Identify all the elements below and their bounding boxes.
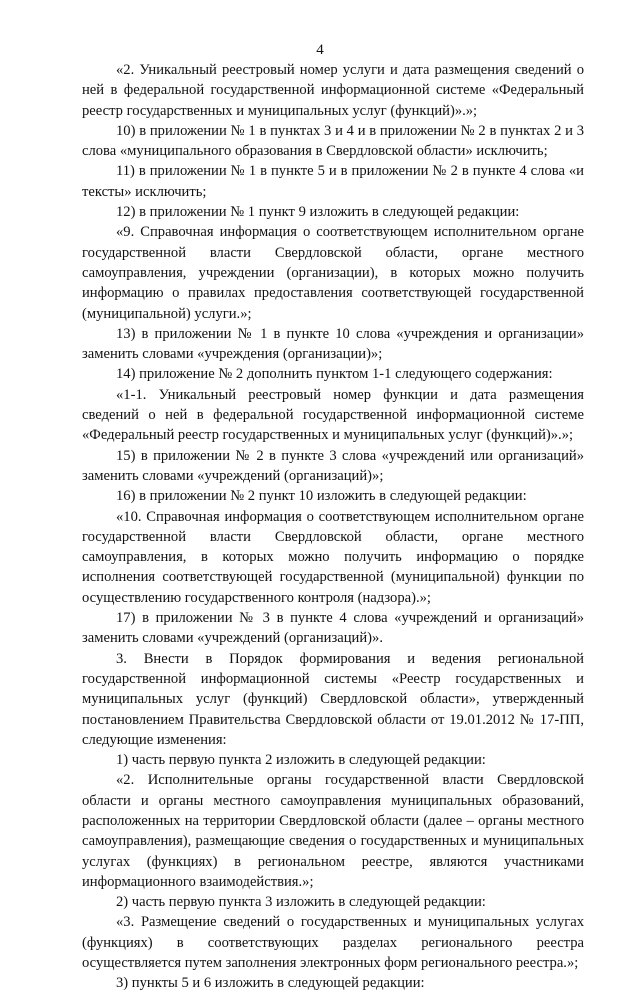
paragraph: «9. Справочная информация о соответствующем исполнительном органе государственной власти Свердловской области, органе местного самоуправления, учреждении (организации), в которых можно получить информацию о правилах предоставления соответствующей государственной (муниципальной) услуги.»; xyxy=(82,224,584,322)
paragraph: 14) приложение № 2 дополнить пунктом 1-1 следующего содержания: xyxy=(116,366,553,383)
paragraph: 12) в приложении № 1 пункт 9 изложить в следующей редакции: xyxy=(116,204,520,221)
paragraph: 3. Внести в Порядок формирования и ведения региональной государственной информационной системы «Реестр государственных и муниципальных услуг (функций) Свердловской области», утвержденный постановлением Правительства Свердловской области от 19.01.2012 № 17-ПП, следующие изменения: xyxy=(82,650,584,748)
paragraph: 16) в приложении № 2 пункт 10 изложить в следующей редакции: xyxy=(116,488,527,505)
page-number: 4 xyxy=(316,42,324,58)
paragraph: «1-1. Уникальный реестровый номер функции и дата размещения сведений о ней в федеральной государственной информационной системе «Федеральный реестр государственных и муниципальных услуг (функций)».»; xyxy=(82,386,584,444)
paragraph: 3) пункты 5 и 6 изложить в следующей редакции: xyxy=(116,975,425,992)
paragraph: «2. Уникальный реестровый номер услуги и дата размещения сведений о ней в федеральной государственной информационной системе «Федеральный реестр государственных и муниципальных услуг (функций)».»; xyxy=(82,62,584,119)
paragraph: 17) в приложении № 3 в пункте 4 слова «учреждений и организаций» заменить словами «учреждений (организаций)». xyxy=(82,610,584,647)
paragraph: 2) часть первую пункта 3 изложить в следующей редакции: xyxy=(116,894,486,911)
paragraph: «2. Исполнительные органы государственной власти Свердловской области и органы местного самоуправления муниципальных образований, расположенных на территории Свердловской области (далее – органы местного самоуправления), размещающие сведения о государственных и муниципальных услугах (функциях) в региональном реестре, являются участниками информационного взаимодействия.»; xyxy=(82,772,584,890)
paragraph: 11) в приложении № 1 в пункте 5 и в приложении № 2 в пункте 4 слова «и тексты» исключить; xyxy=(82,163,584,200)
paragraph: 1) часть первую пункта 2 изложить в следующей редакции: xyxy=(116,752,486,769)
paragraph: 13) в приложении № 1 в пункте 10 слова «учреждения и организации» заменить словами «учреждения (организации)»; xyxy=(82,325,584,363)
paragraph: 10) в приложении № 1 в пунктах 3 и 4 и в приложении № 2 в пунктах 2 и 3 слова «муниципального образования в Свердловской области» исключить; xyxy=(82,122,584,160)
paragraph: «10. Справочная информация о соответствующем исполнительном органе государственной власти Свердловской области, органе местного самоуправления, в которых можно получить информацию о порядке исполнения соответствующей государственной (муниципальной) функции по осуществлению государственного контроля (надзора).»; xyxy=(82,508,584,606)
document-body xyxy=(82,60,584,994)
paragraph: «3. Размещение сведений о государственных и муниципальных услугах (функциях) в соответствующих разделах регионального реестра осуществляется путем заполнения электронных форм регионального реестра.»; xyxy=(82,914,584,972)
paragraph: 15) в приложении № 2 в пункте 3 слова «учреждений или организаций» заменить словами «учреждений (организаций)»; xyxy=(82,447,584,484)
